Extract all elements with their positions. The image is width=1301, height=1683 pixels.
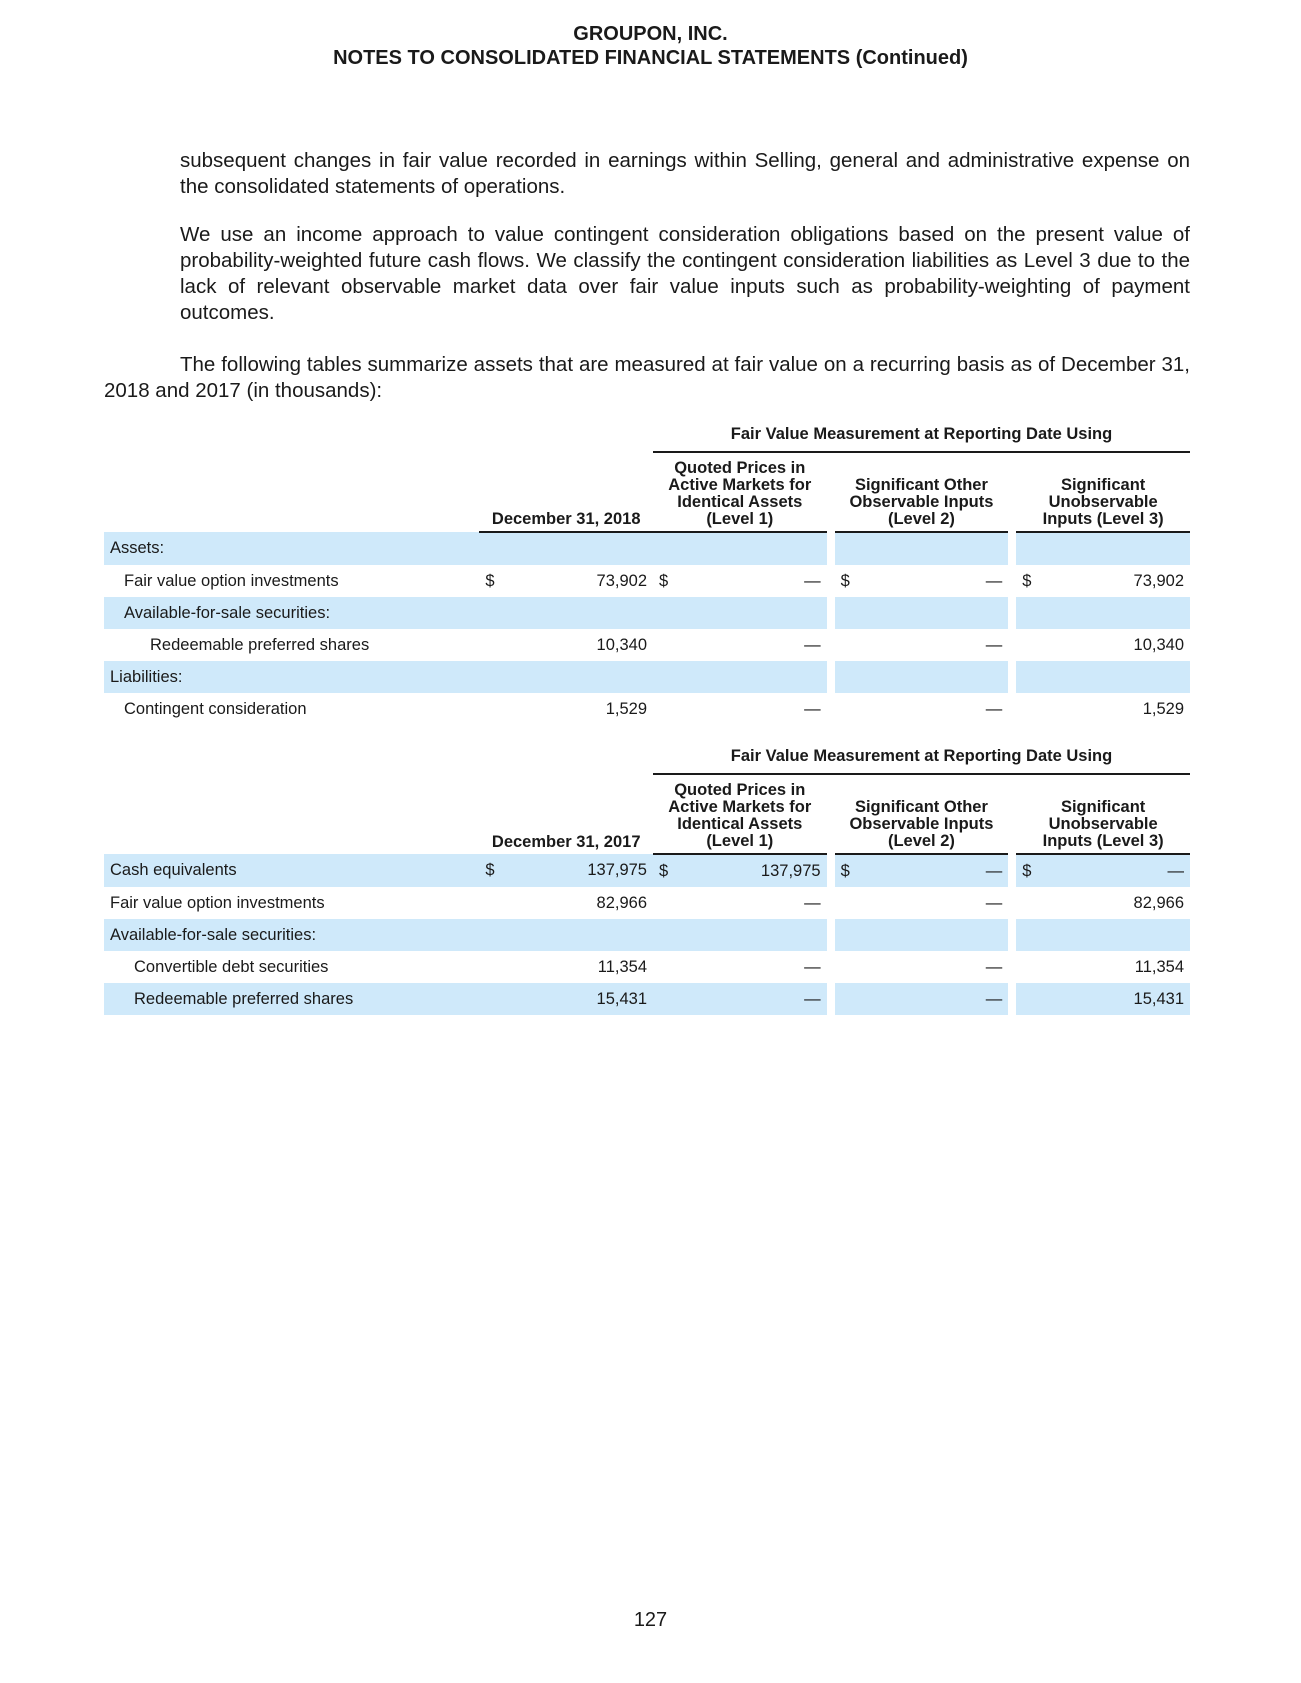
dollar-sign: $ bbox=[840, 571, 850, 590]
cell-value: — bbox=[985, 699, 1003, 718]
table-row bbox=[104, 629, 1190, 661]
row-label: Liabilities: bbox=[104, 661, 479, 693]
cell-value: — bbox=[985, 957, 1003, 976]
cell-value: 11,354 bbox=[1134, 957, 1184, 976]
paragraph-2: We use an income approach to value contingent consideration obligations based on the present value of probability-weighted future cash flows. We classify the contingent consideration liabilities as Level 3 due to the lack of relevant observable market data over fair value inputs such as probability-weighting of payment outcomes. bbox=[180, 223, 1190, 324]
page-title: NOTES TO CONSOLIDATED FINANCIAL STATEMENTS (Continued) bbox=[333, 47, 968, 69]
cell-value: 10,340 bbox=[1133, 635, 1184, 654]
cell-value: — bbox=[804, 635, 821, 654]
table-row bbox=[104, 854, 1190, 887]
group-header: Fair Value Measurement at Reporting Date Using bbox=[653, 742, 1190, 774]
cell-value: 11,354 bbox=[597, 957, 647, 976]
table-row bbox=[104, 887, 1190, 919]
row-label: Assets: bbox=[104, 532, 479, 565]
cell-value: 137,975 bbox=[506, 854, 653, 887]
cell-value: — bbox=[804, 699, 821, 718]
row-label: Redeemable preferred shares bbox=[150, 635, 370, 654]
table-row bbox=[104, 661, 1190, 693]
cell-value: 10,340 bbox=[596, 635, 647, 654]
table-row bbox=[104, 983, 1190, 1015]
col-header-level3: Significant Unobservable Inputs (Level 3) bbox=[1016, 452, 1190, 532]
table-row bbox=[104, 919, 1190, 951]
row-label: Redeemable preferred shares bbox=[104, 983, 479, 1015]
table-row bbox=[104, 565, 1190, 597]
fair-value-table-2017 bbox=[104, 742, 1190, 1015]
table-row bbox=[104, 693, 1190, 725]
cell-value: — bbox=[804, 893, 821, 912]
dollar-sign: $ bbox=[659, 571, 669, 590]
cell-value: 1,529 bbox=[605, 699, 647, 718]
cell-value: 73,902 bbox=[1133, 571, 1184, 590]
row-label: Fair value option investments bbox=[110, 893, 325, 912]
page-number: 127 bbox=[633, 1609, 668, 1631]
cell-value: — bbox=[804, 571, 821, 590]
row-label: Contingent consideration bbox=[124, 699, 307, 718]
table-row bbox=[104, 532, 1190, 565]
row-label: Convertible debt securities bbox=[134, 957, 329, 976]
cell-value: 1,529 bbox=[1142, 699, 1184, 718]
cell-value: 137,975 bbox=[679, 854, 826, 887]
dollar-sign: $ bbox=[835, 854, 861, 887]
company-name: GROUPON, INC. bbox=[573, 23, 728, 45]
col-header-date: December 31, 2017 bbox=[491, 833, 641, 851]
row-label: Fair value option investments bbox=[124, 571, 339, 590]
col-header-date: December 31, 2018 bbox=[479, 452, 653, 532]
paragraph-1: subsequent changes in fair value recorded in earnings within Selling, general and administrative expense on the consolidated statements of operations. bbox=[180, 149, 1190, 198]
group-header: Fair Value Measurement at Reporting Date Using bbox=[653, 420, 1190, 452]
cell-value: — bbox=[985, 571, 1003, 590]
row-label: Cash equivalents bbox=[104, 854, 479, 887]
dollar-sign: $ bbox=[653, 854, 679, 887]
cell-value: — bbox=[985, 635, 1003, 654]
dollar-sign: $ bbox=[479, 854, 505, 887]
cell-value: 82,966 bbox=[1133, 893, 1184, 912]
fair-value-table-2018 bbox=[104, 420, 1190, 725]
table-row bbox=[104, 951, 1190, 983]
row-label: Available-for-sale securities: bbox=[104, 597, 479, 629]
cell-value: 15,431 bbox=[506, 983, 653, 1015]
col-header-level3: Significant Unobservable Inputs (Level 3) bbox=[1016, 774, 1190, 854]
cell-value: — bbox=[861, 854, 1008, 887]
dollar-sign: $ bbox=[1016, 854, 1042, 887]
cell-value: — bbox=[861, 983, 1008, 1015]
cell-value: 82,966 bbox=[596, 893, 647, 912]
paragraph-3: The following tables summarize assets that are measured at fair value on a recurring basis as of December 31, 2018 and 2017 (in thousands): bbox=[104, 353, 1190, 402]
table-row bbox=[104, 597, 1190, 629]
cell-value: — bbox=[985, 893, 1003, 912]
dollar-sign: $ bbox=[1022, 571, 1032, 590]
cell-value: 73,902 bbox=[596, 571, 647, 590]
cell-value: — bbox=[679, 983, 826, 1015]
col-header-level1: Quoted Prices in Active Markets for Identical Assets (Level 1) bbox=[653, 774, 827, 854]
page-header bbox=[0, 22, 1301, 70]
col-header-level2: Significant Other Observable Inputs (Level 2) bbox=[835, 452, 1009, 532]
cell-value: — bbox=[804, 957, 821, 976]
col-header-level1: Quoted Prices in Active Markets for Identical Assets (Level 1) bbox=[653, 452, 827, 532]
row-label: Available-for-sale securities: bbox=[104, 919, 479, 951]
col-header-level2: Significant Other Observable Inputs (Level 2) bbox=[835, 774, 1009, 854]
cell-value: 15,431 bbox=[1043, 983, 1190, 1015]
dollar-sign: $ bbox=[485, 571, 495, 590]
cell-value: — bbox=[1043, 854, 1190, 887]
